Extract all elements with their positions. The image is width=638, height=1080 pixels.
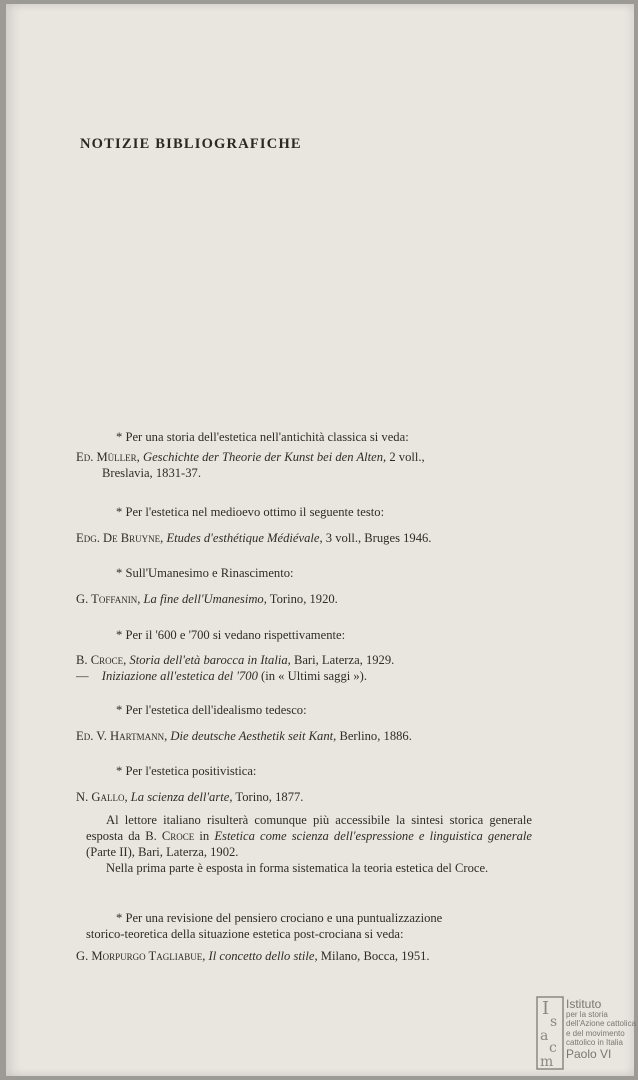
reference-details: Milano, Bocca, 1951. (317, 949, 430, 963)
section-intro: * Per l'estetica nel medioevo ottimo il seguente testo: (116, 505, 385, 519)
reference-dash: — (76, 669, 89, 683)
reference-title: Il concetto dello stile, (208, 949, 318, 963)
reference-author: N. Gallo, (76, 790, 128, 804)
paragraph-text: (Parte II), Bari, Laterza, 1902. (86, 845, 239, 859)
section-intro-continued: storico-teoretica della situazione estetica post-crociana si veda: (86, 927, 404, 941)
reference-author: B. Croce, (76, 653, 127, 667)
page-heading: NOTIZIE BIBLIOGRAFICHE (80, 136, 302, 152)
section-intro: * Per una revisione del pensiero crociano e una puntualizzazione (116, 911, 443, 925)
body-paragraph: Nella prima parte è esposta in forma sistematica la teoria estetica del Croce. (106, 861, 489, 875)
reference (76, 728, 412, 744)
svg-text:c: c (549, 1040, 557, 1056)
svg-text:I: I (542, 998, 550, 1019)
reference-details: Bari, Laterza, 1929. (290, 653, 395, 667)
section-intro: * Sull'Umanesimo e Rinascimento: (116, 566, 294, 580)
reference (76, 530, 431, 546)
reference-secondary (76, 668, 367, 684)
watermark-line: per la storia (566, 1010, 608, 1019)
svg-text:a: a (540, 1028, 549, 1044)
book-page (6, 4, 637, 1076)
paragraph-text: in (194, 829, 215, 843)
reference-title: Iniziazione all'estetica del '700 (101, 669, 258, 683)
reference-details: 3 voll., Bruges 1946. (322, 531, 432, 545)
watermark-line: e del movimento (566, 1028, 625, 1038)
section-intro: * Per l'estetica positivistica: (116, 764, 257, 778)
reference-title: Die deutsche Aesthetik seit Kant, (170, 729, 337, 743)
reference-author: G. Morpurgo Tagliabue, (76, 949, 206, 963)
paragraph-author: Croce (161, 829, 195, 843)
reference-title: La scienza dell'arte, (130, 790, 233, 804)
reference-title: La fine dell'Umanesimo, (143, 592, 267, 606)
paragraph-text: Al lettore italiano risulterà comunque più accessibile la sintesi storica generale esposta da B. (86, 813, 532, 843)
reference (76, 789, 303, 805)
section-intro: * Per il '600 e '700 si vedano rispettivamente: (116, 628, 346, 642)
svg-text:s: s (550, 1014, 558, 1030)
archive-watermark (536, 996, 636, 1074)
reference-continuation: Breslavia, 1831-37. (102, 466, 201, 480)
reference-author: Ed. Müller, (76, 450, 140, 464)
reference-title: Geschichte der Theorie der Kunst bei den Alten, (143, 450, 387, 464)
reference-title: Storia dell'età barocca in Italia, (129, 653, 291, 667)
section-intro: * Per una storia dell'estetica nell'antichità classica si veda: (116, 430, 409, 444)
reference-details: Berlino, 1886. (336, 729, 412, 743)
reference (76, 591, 338, 607)
archive-watermark-text (566, 998, 636, 1060)
reference-details: Torino, 1920. (266, 592, 338, 606)
watermark-line: dell'Azione cattolica (566, 1019, 637, 1029)
isacem-logo-icon (536, 996, 564, 1070)
watermark-line: Istituto (566, 997, 602, 1011)
reference (76, 449, 425, 465)
watermark-line: cattolico in Italia (566, 1038, 623, 1048)
reference-details: Torino, 1877. (232, 790, 304, 804)
reference (76, 948, 430, 964)
watermark-line: Paolo VI (566, 1046, 612, 1061)
reference-title: Etudes d'esthétique Médiévale, (166, 531, 323, 545)
reference-author: Ed. V. Hartmann, (76, 729, 168, 743)
reference-details: 2 voll., (386, 450, 425, 464)
reference-author: Edg. De Bruyne, (76, 531, 164, 545)
svg-text:m: m (540, 1054, 554, 1070)
body-paragraph (86, 812, 532, 860)
reference-author: G. Toffanin, (76, 592, 141, 606)
reference (76, 652, 394, 668)
paragraph-title: Estetica come scienza dell'espressione e linguistica generale (214, 829, 532, 843)
reference-details: (in « Ultimi saggi »). (257, 669, 368, 683)
section-intro: * Per l'estetica dell'idealismo tedesco: (116, 703, 307, 717)
